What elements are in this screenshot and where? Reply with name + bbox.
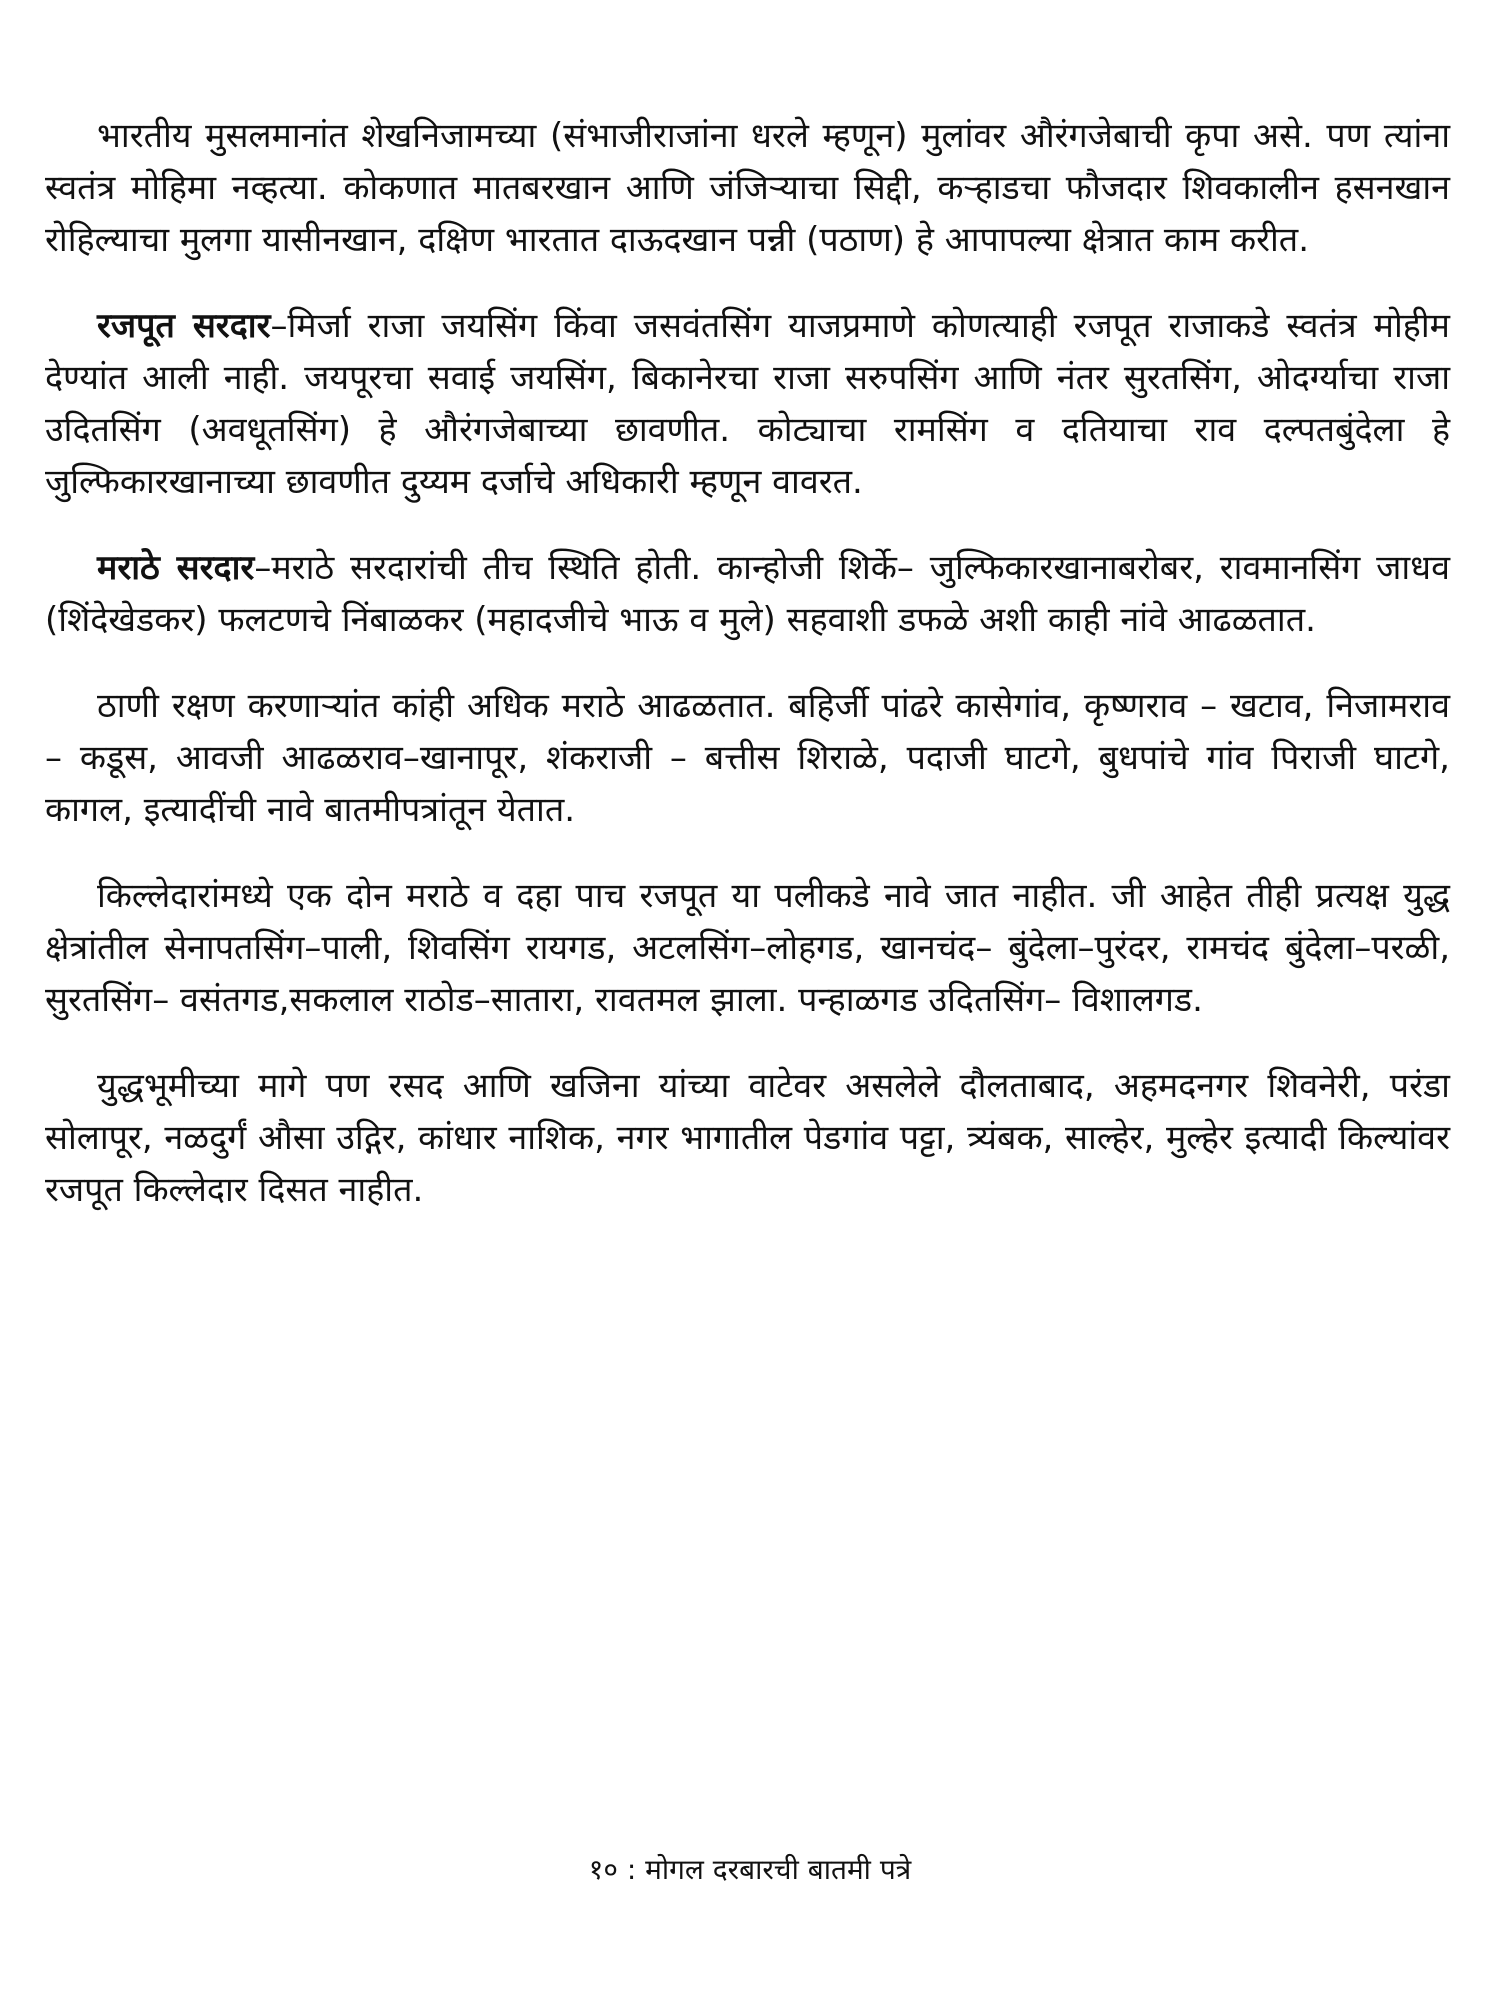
paragraph-yuddhabhumi-text: युद्धभूमीच्या मागे पण रसद आणि खजिना यांच्या वाटेवर असलेले दौलताबाद, अहमदनगर शिवनेरी, परंडा सोलापूर, नळदुर्गं औसा उद्गिर, कांधार नाशिक, नगर भागातील पेडगांव पट्टा, त्र्यंबक, साल्हेर, मुल्हेर इत्यादी किल्यांवर रजपूत किल्लेदार दिसत नाहीत. bbox=[45, 1066, 1450, 1210]
paragraph-maratha-sardar-text: –मराठे सरदारांची तीच स्थिति होती. कान्होजी शिर्के– जुल्फिकारखानाबरोबर, रावमानसिंग जाधव (शिंदेखेडकर) फलटणचे निंबाळकर (महादजीचे भाऊ व मुले) सहवाशी डफळे अशी काही नांवे आढळतात. bbox=[45, 548, 1450, 640]
page-footer: १० : मोगल दरबारची बातमी पत्रे bbox=[588, 1853, 912, 1886]
paragraph-rajput-sardar bbox=[45, 300, 1450, 508]
paragraph-yuddhabhumi bbox=[45, 1060, 1450, 1216]
paragraph-killedar bbox=[45, 870, 1450, 1026]
paragraph-intro bbox=[45, 110, 1450, 266]
paragraph-maratha-sardar-heading: मराठे सरदार bbox=[97, 548, 255, 588]
paragraph-rajput-sardar-heading: रजपूत सरदार bbox=[97, 306, 271, 346]
paragraph-thani-rakshan-text: ठाणी रक्षण करणाऱ्यांत कांही अधिक मराठे आढळतात. बहिर्जी पांढरे कासेगांव, कृष्णराव – खटाव, निजामराव – कडूस, आवजी आढळराव–खानापूर, शंकराजी – बत्तीस शिराळे, पदाजी घाटगे, बुधपांचे गांव पिराजी घाटगे, कागल, इत्यादींची नावे बातमीपत्रांतून येतात. bbox=[45, 686, 1450, 830]
paragraph-maratha-sardar bbox=[45, 542, 1450, 646]
paragraph-killedar-text: किल्लेदारांमध्ये एक दोन मराठे व दहा पाच रजपूत या पलीकडे नावे जात नाहीत. जी आहेत तीही प्रत्यक्ष युद्ध क्षेत्रांतील सेनापतसिंग–पाली, शिवसिंग रायगड, अटलसिंग–लोहगड, खानचंद– बुंदेला–पुरंदर, रामचंद बुंदेला–परळी, सुरतसिंग– वसंतगड,सकलाल राठोड–सातारा, रावतमल झाला. पन्हाळगड उदितसिंग– विशालगड. bbox=[45, 876, 1450, 1020]
body-text bbox=[45, 110, 1450, 1250]
paragraph-intro-text: भारतीय मुसलमानांत शेखनिजामच्या (संभाजीराजांना धरले म्हणून) मुलांवर औरंगजेबाची कृपा असे. पण त्यांना स्वतंत्र मोहिमा नव्हत्या. कोकणात मातबरखान आणि जंजिऱ्याचा सिद्दी, कऱ्हाडचा फौजदार शिवकालीन हसनखान रोहिल्याचा मुलगा यासीनखान, दक्षिण भारतात दाऊदखान पन्नी (पठाण) हे आपापल्या क्षेत्रात काम करीत. bbox=[45, 116, 1450, 260]
paragraph-thani-rakshan bbox=[45, 680, 1450, 836]
paragraph-rajput-sardar-text: –मिर्जा राजा जयसिंग किंवा जसवंतसिंग याजप्रमाणे कोणत्याही रजपूत राजाकडे स्वतंत्र मोहीम देण्यांत आली नाही. जयपूरचा सवाई जयसिंग, बिकानेरचा राजा सरुपसिंग आणि नंतर सुरतसिंग, ओदर्ग्याचा राजा उदितसिंग (अवधूतसिंग) हे औरंगजेबाच्या छावणीत. कोट्याचा रामसिंग व दतियाचा राव दल्पतबुंदेला हे जुल्फिकारखानाच्या छावणीत दुय्यम दर्जाचे अधिकारी म्हणून वावरत. bbox=[45, 306, 1450, 502]
